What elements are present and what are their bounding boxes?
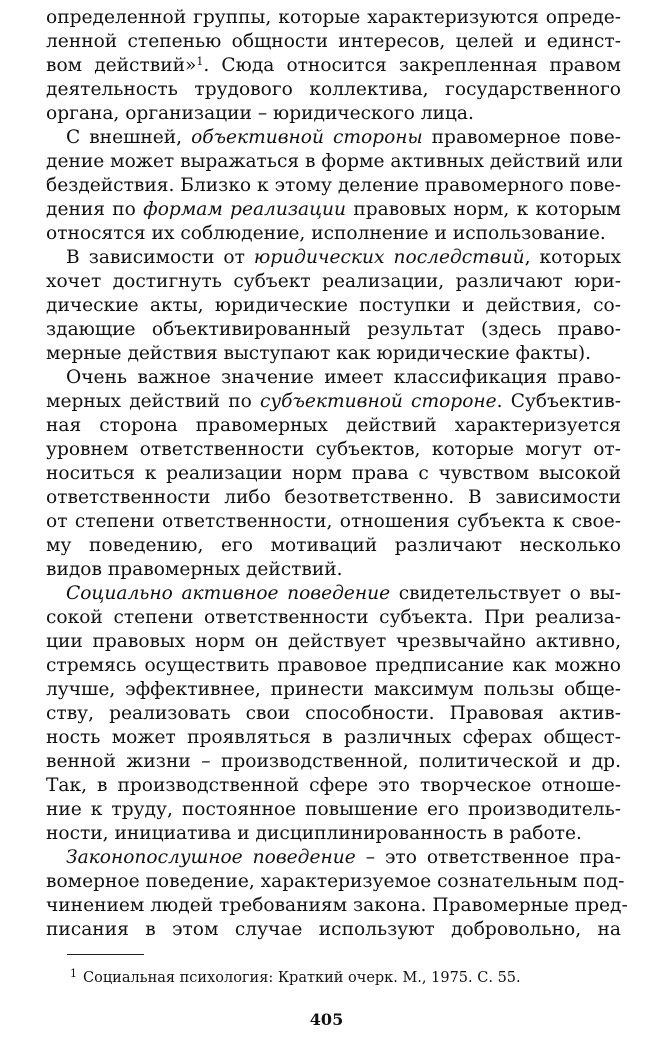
- text-run: мерных действий по: [46, 391, 260, 412]
- text-run: хочет достигнуть субъект реализации, различают юри-: [46, 271, 621, 292]
- text-line: [46, 414, 621, 438]
- italic-term: юридических последствий: [253, 247, 525, 268]
- text-line: [46, 78, 621, 102]
- italic-term: Законопослушное поведение: [66, 847, 356, 868]
- text-line: [66, 366, 621, 390]
- text-run: , которых: [524, 247, 621, 268]
- text-line: [46, 894, 628, 918]
- text-run: лучше, эффективнее, принести максимум пользы обще-: [46, 679, 621, 700]
- text-run: относятся их соблюдение, исполнение и использование.: [46, 223, 606, 244]
- text-run: Так, в производственной сфере это творческое отноше-: [46, 775, 621, 796]
- text-line: [66, 126, 621, 150]
- text-run: деятельность трудового коллектива, государственного: [46, 79, 621, 100]
- text-line: [46, 174, 621, 198]
- text-run: бездействия. Близко к этому деление правомерного пове-: [46, 175, 621, 196]
- text-line: [46, 222, 621, 246]
- text-line: [46, 798, 621, 822]
- text-line: [46, 606, 621, 630]
- footnote-mark: 1: [70, 967, 77, 980]
- text-run: чинением людей требованиям закона. Правомерные пред-: [46, 895, 628, 916]
- text-run: вомерное поведение, характеризуемое сознательным под-: [46, 871, 625, 892]
- text-run: . Субъектив-: [496, 391, 621, 412]
- text-run: му поведению, его мотиваций различают несколько: [46, 535, 621, 556]
- footnote-ref[interactable]: 1: [196, 55, 204, 68]
- text-run: писания в этом случае используют добровольно, на: [46, 919, 621, 940]
- text-line: [46, 918, 621, 942]
- text-line: [46, 438, 621, 462]
- text-run: дение может выражаться в форме активных действий или: [46, 151, 624, 172]
- text-line: [46, 678, 621, 702]
- footnote-divider: [67, 954, 144, 955]
- text-run: правовых норм, к которым: [346, 199, 621, 220]
- text-line: [46, 342, 621, 366]
- text-run: от степени ответственности, отношения субъекта к свое-: [46, 511, 621, 532]
- page-number: 405: [309, 1010, 344, 1029]
- text-run: определенной группы, которые характеризуются опреде-: [46, 7, 621, 28]
- text-line: [46, 198, 621, 222]
- footnote-text: Социальная психология: Краткий очерк. М., 1975. С. 55.: [83, 970, 521, 986]
- text-run: сокой степени ответственности субъекта. При реализа-: [46, 607, 621, 628]
- text-line: [46, 750, 621, 774]
- text-line: [46, 702, 621, 726]
- text-line: [46, 558, 621, 582]
- text-line: [46, 30, 621, 54]
- text-line: [46, 462, 621, 486]
- text-run: ленной степенью общности интересов, целей и единст-: [46, 31, 621, 52]
- italic-term: Социально активное поведение: [66, 583, 391, 604]
- text-run: свидетельствует о вы-: [390, 583, 621, 604]
- text-line: [46, 150, 624, 174]
- text-line: [46, 318, 621, 342]
- text-run: ние к труду, постоянное повышение его производитель-: [46, 799, 621, 820]
- text-line: [46, 294, 621, 318]
- text-run: С внешней,: [66, 127, 192, 148]
- text-run: . Сюда относится закрепленная правом: [203, 55, 622, 76]
- text-line: [46, 510, 621, 534]
- text-line: [46, 822, 621, 846]
- text-line: [46, 654, 621, 678]
- italic-term: формам реализации: [143, 199, 347, 220]
- text-run: В зависимости от: [66, 247, 254, 268]
- text-run: ности, инициатива и дисциплинированность в работе.: [46, 823, 582, 844]
- text-run: стремясь осуществить правовое предписание как можно: [46, 655, 621, 676]
- italic-term: субъективной стороне: [259, 391, 497, 412]
- text-run: ответственности либо безответственно. В зависимости: [46, 487, 621, 508]
- text-run: вом действий»: [46, 55, 197, 76]
- text-run: дические акты, юридические поступки и действия, со-: [46, 295, 621, 316]
- text-run: – это ответственное пра-: [355, 847, 621, 868]
- text-run: органа, организации – юридического лица.: [46, 103, 474, 124]
- text-run: правомерное пове-: [422, 127, 621, 148]
- text-line: [46, 726, 621, 750]
- footnote: [70, 968, 521, 988]
- italic-term: объективной стороны: [191, 127, 423, 148]
- text-run: видов правомерных действий.: [46, 559, 343, 580]
- text-run: дения по: [46, 199, 144, 220]
- text-line: [46, 270, 621, 294]
- text-line: [46, 6, 621, 30]
- text-run: ная сторона правомерных действий характеризуется: [46, 415, 621, 436]
- text-run: Очень важное значение имеет классификация право-: [66, 367, 621, 388]
- text-line: [46, 774, 621, 798]
- text-run: здающие объективированный результат (здесь право-: [46, 319, 621, 340]
- text-line: [46, 630, 621, 654]
- text-run: ству, реализовать свои способности. Правовая актив-: [46, 703, 621, 724]
- text-line: [46, 870, 625, 894]
- text-line: [46, 486, 621, 510]
- text-line: [66, 246, 621, 270]
- text-run: уровнем ответственности субъектов, которые могут от-: [46, 439, 621, 460]
- text-line: [66, 846, 621, 870]
- text-line: [46, 390, 621, 414]
- text-run: мерные действия выступают как юридические факты).: [46, 343, 592, 364]
- text-run: ции правовых норм он действует чрезвычайно активно,: [46, 631, 621, 652]
- text-line: [46, 534, 621, 558]
- text-run: венной жизни – производственной, политической и др.: [46, 751, 621, 772]
- text-line: [66, 582, 621, 606]
- text-run: носиться к реализации норм права с чувством высокой: [46, 463, 621, 484]
- text-line: [46, 54, 621, 78]
- text-run: ность может проявляться в различных сферах общест-: [46, 727, 621, 748]
- text-line: [46, 102, 621, 126]
